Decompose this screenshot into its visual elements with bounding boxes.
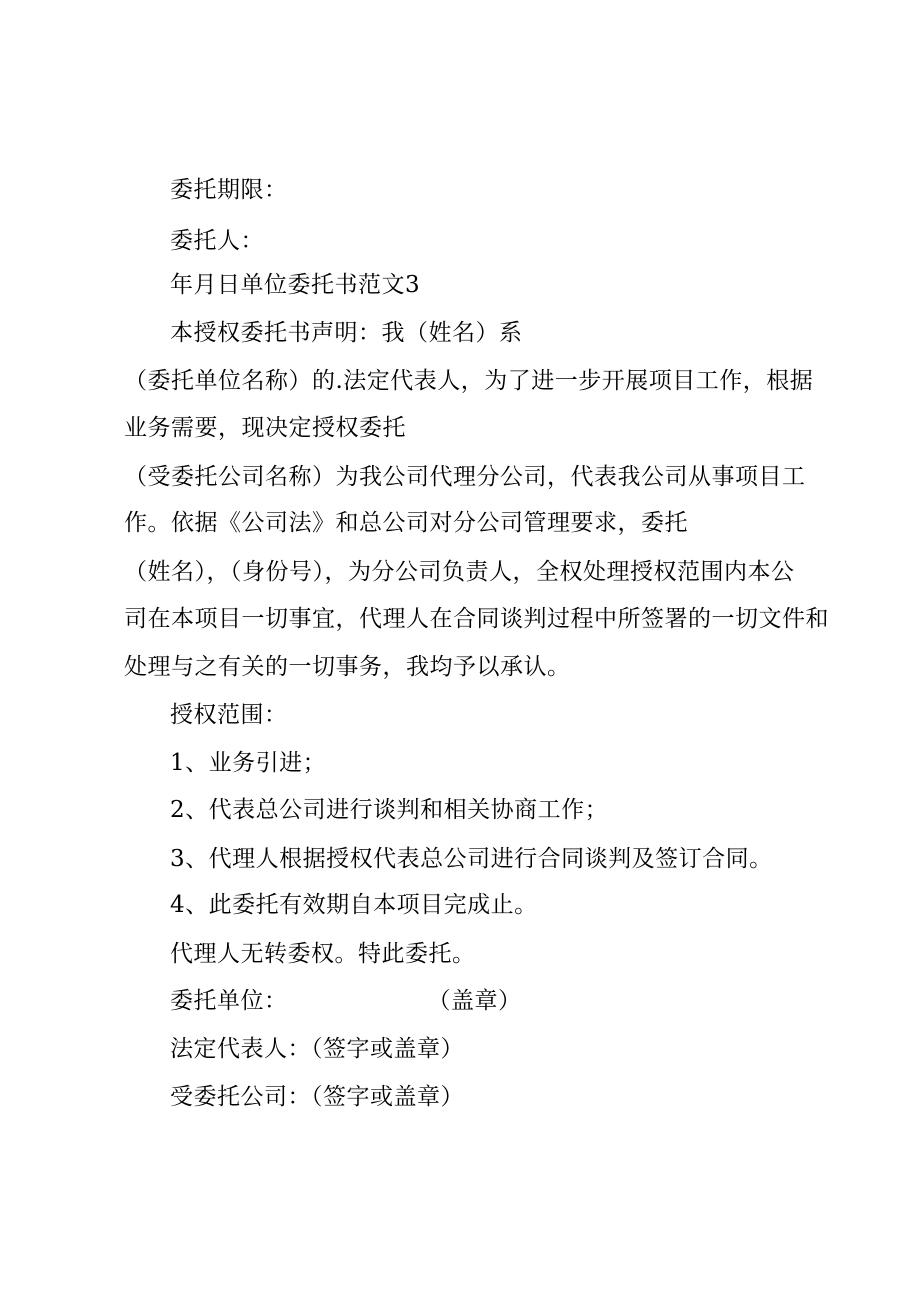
entrusting-unit-line xyxy=(170,989,870,1013)
term-line: 委托期限： xyxy=(170,177,288,203)
paragraph-line: 司在本项目一切事宜，代理人在合同谈判过程中所签署的一切文件和 xyxy=(124,606,829,632)
entrusted-company-line: 受委托公司：（签字或盖章） xyxy=(170,1084,464,1110)
scope-item: 2、代表总公司进行谈判和相关协商工作； xyxy=(170,797,609,823)
paragraph-line: 业务需要，现决定授权委托 xyxy=(124,415,406,441)
legal-representative-line: 法定代表人：（签字或盖章） xyxy=(170,1036,464,1062)
scope-item: 4、此委托有效期自本项目完成止。 xyxy=(170,892,538,918)
scope-heading: 授权范围： xyxy=(170,702,288,728)
entrusting-unit-label: 委托单位： xyxy=(170,988,288,1014)
principal-line: 委托人： xyxy=(170,228,264,254)
paragraph-line: （受委托公司名称）为我公司代理分公司，代表我公司从事项目工 xyxy=(124,464,806,490)
date-title-line: 年月日单位委托书范文3 xyxy=(170,272,421,298)
paragraph-line: 作。依据《公司法》和总公司对分公司管理要求，委托 xyxy=(124,510,688,536)
paragraph-line: （委托单位名称）的.法定代表人，为了进一步开展项目工作，根据 xyxy=(124,368,814,394)
scope-item: 3、代理人根据授权代表总公司进行合同谈判及签订合同。 xyxy=(170,846,773,872)
paragraph-line: （姓名），（身份号），为分公司负责人，全权处理授权范围内本公 xyxy=(124,559,795,585)
seal-label: （盖章） xyxy=(427,988,522,1014)
statement-line: 代理人无转委权。特此委托。 xyxy=(170,941,476,967)
declaration-line: 本授权委托书声明：我（姓名）系 xyxy=(170,320,523,346)
paragraph-line: 处理与之有关的一切事务，我均予以承认。 xyxy=(124,654,571,680)
scope-item: 1、业务引进； xyxy=(170,750,327,776)
